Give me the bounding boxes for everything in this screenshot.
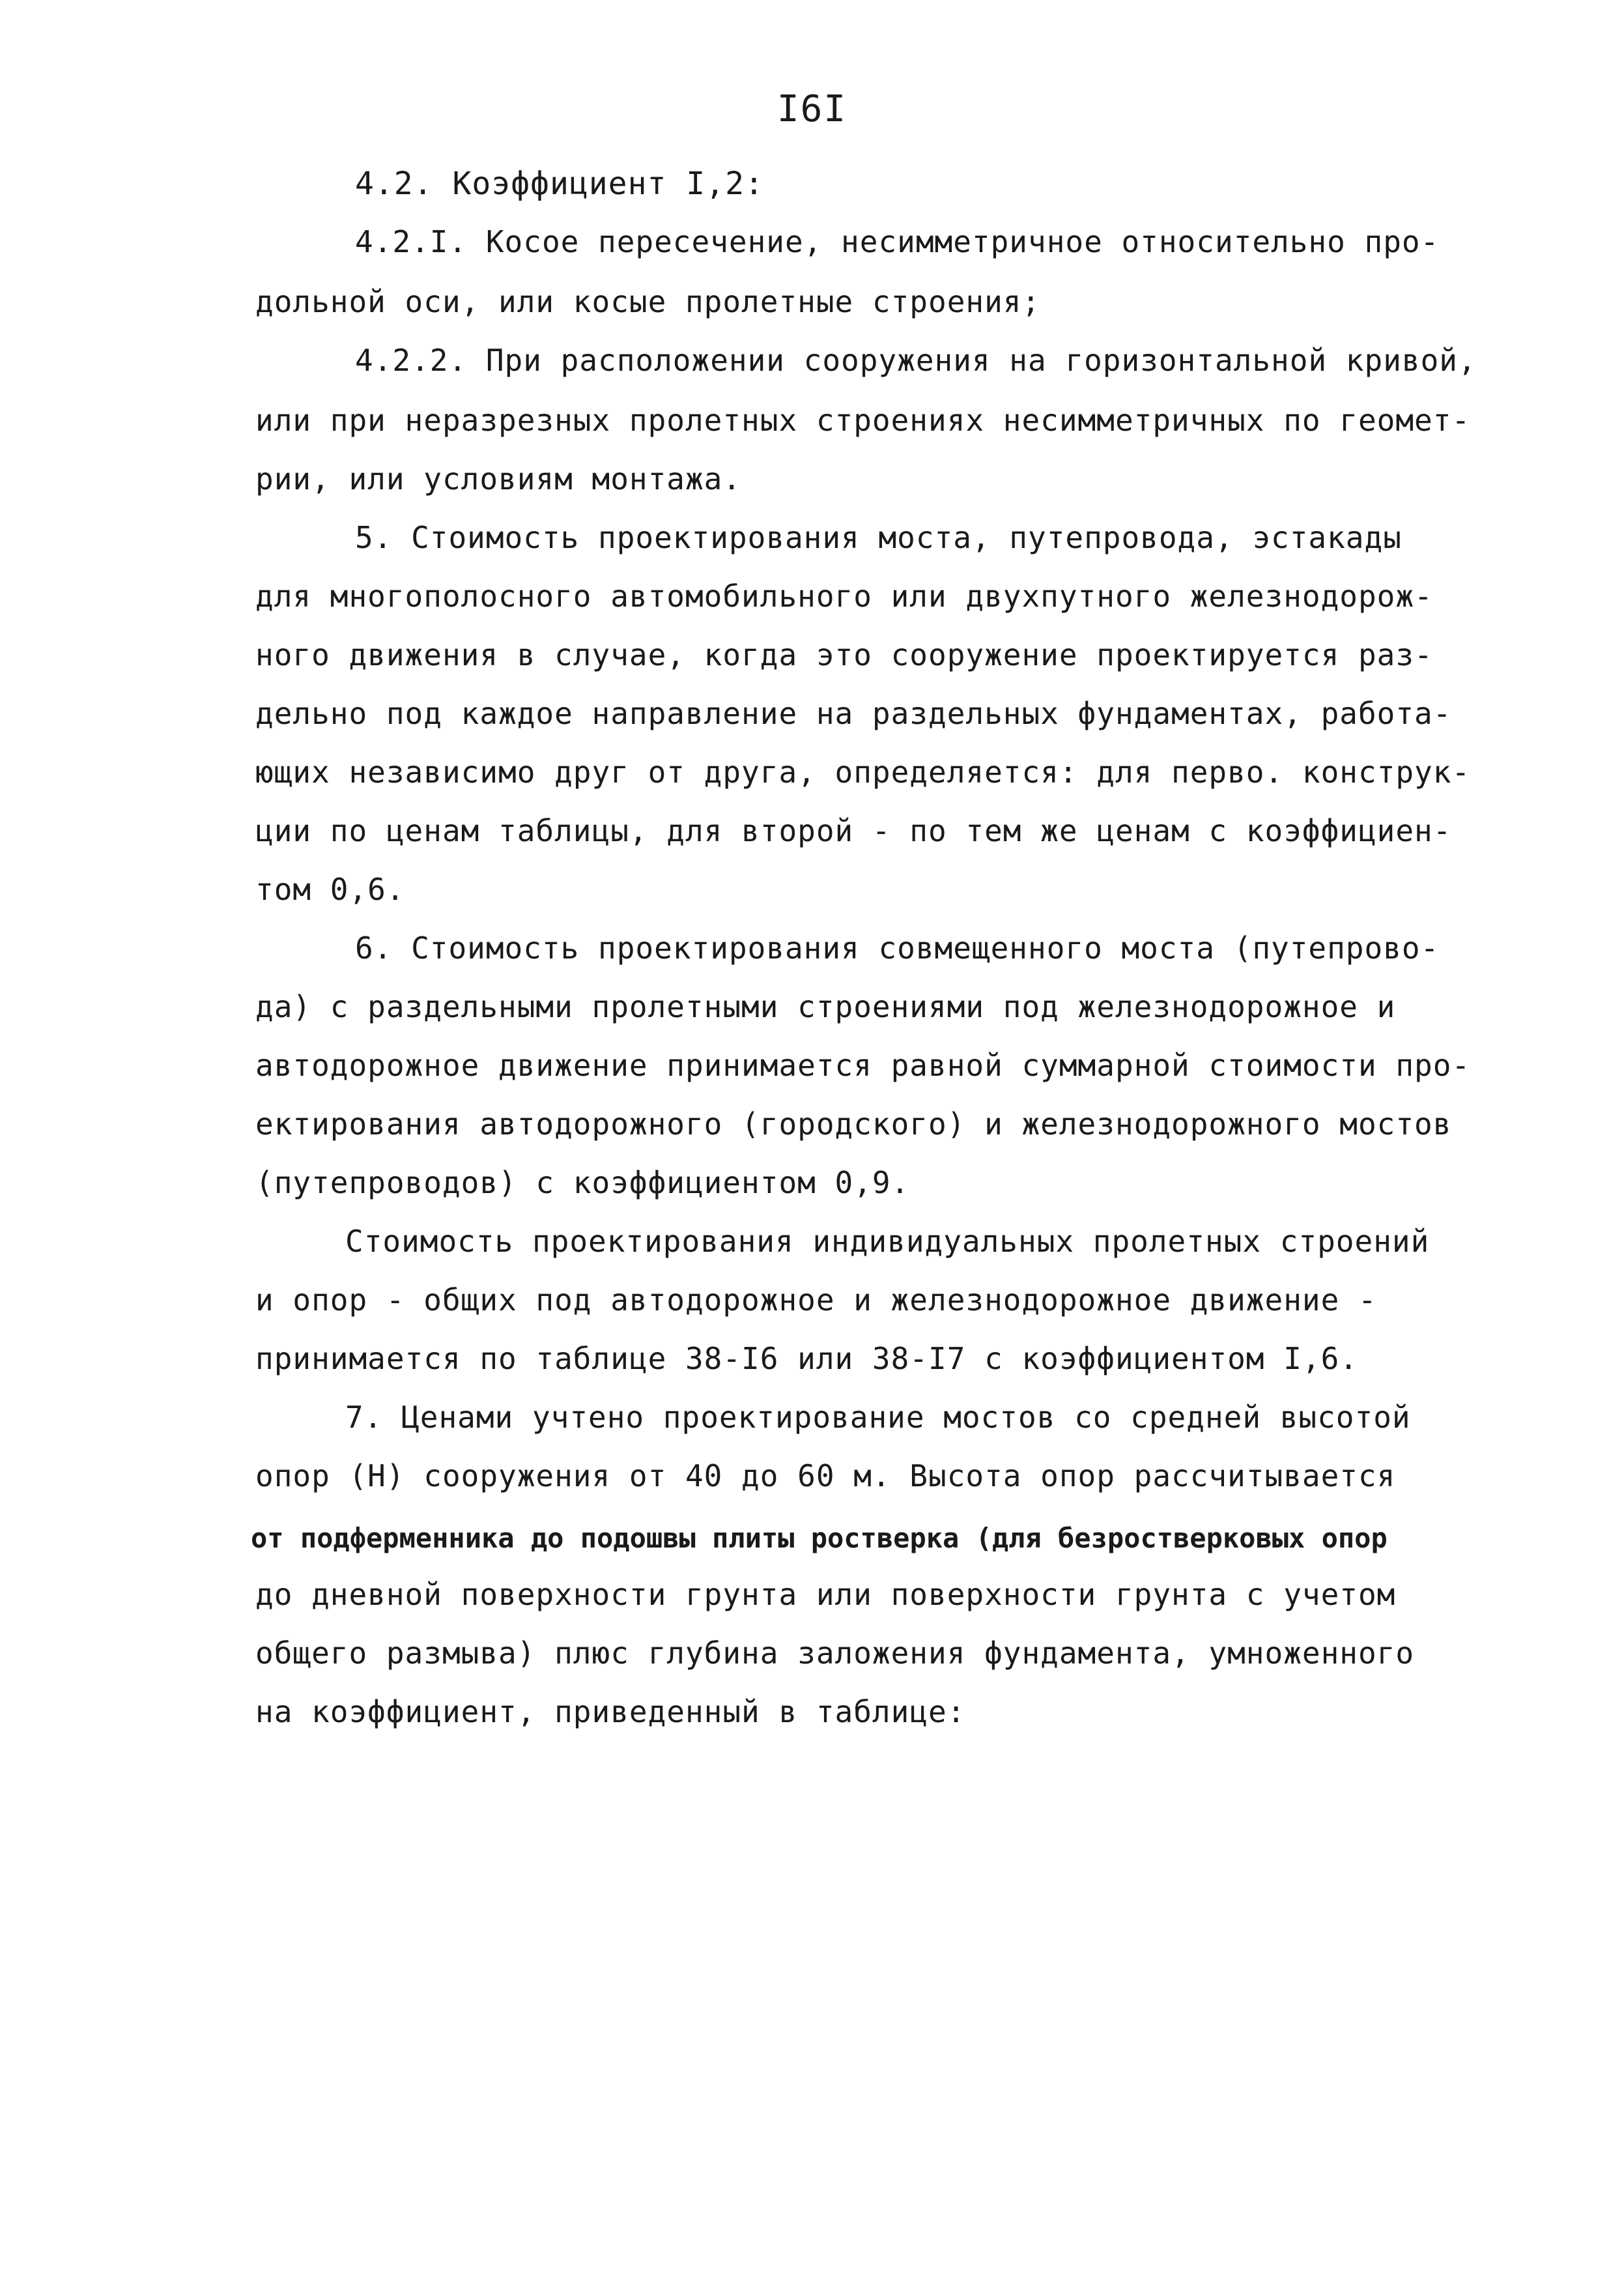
- text-line-15: да) с раздельными пролетными строениями под железнодорожное и: [255, 989, 1396, 1024]
- text-line-20: и опор - общих под автодорожное и железнодорожное движение -: [255, 1282, 1377, 1318]
- text-line-07: 5. Стоимость проектирования моста, путепровода, эстакады: [355, 520, 1402, 555]
- text-line-01: 4.2. Коэффициент I,2:: [355, 166, 764, 202]
- text-line-03: дольной оси, или косые пролетные строения;: [255, 284, 1041, 319]
- text-line-21: принимается по таблице 38-I6 или 38-I7 с коэффициентом I,6.: [255, 1341, 1358, 1376]
- text-line-26: общего размыва) плюс глубина заложения фундамента, умноженного: [255, 1635, 1415, 1671]
- text-line-09: ного движения в случае, когда это сооружение проектируется раз-: [255, 637, 1433, 672]
- text-line-22: 7. Ценами учтено проектирование мостов со средней высотой: [345, 1400, 1411, 1435]
- text-line-14: 6. Стоимость проектирования совмещенного моста (путепрово-: [355, 930, 1440, 966]
- text-line-11: ющих независимо друг от друга, определяется: для перво. конструк-: [255, 755, 1471, 790]
- text-line-18: (путепроводов) с коэффициентом 0,9.: [255, 1165, 910, 1200]
- text-line-19: Стоимость проектирования индивидуальных пролетных строений: [345, 1224, 1430, 1259]
- text-line-17: ектирования автодорожного (городского) и железнодорожного мостов: [255, 1106, 1452, 1142]
- text-line-04: 4.2.2. При расположении сооружения на горизонтальной кривой,: [355, 343, 1477, 378]
- text-line-23: опор (Н) сооружения от 40 до 60 м. Высота опор рассчитывается: [255, 1458, 1396, 1493]
- text-line-06: рии, или условиям монтажа.: [255, 461, 742, 497]
- text-line-27: на коэффициент, приведенный в таблице:: [255, 1694, 966, 1729]
- text-line-05: или при неразрезных пролетных строениях несимметричных по геомет-: [255, 403, 1471, 438]
- text-line-25: до дневной поверхности грунта или поверхности грунта с учетом: [255, 1577, 1396, 1612]
- text-line-10: дельно под каждое направление на раздельных фундаментах, работа-: [255, 696, 1452, 731]
- text-line-13: том 0,6.: [255, 872, 405, 907]
- page-number: I6I: [776, 88, 848, 130]
- text-line-16: автодорожное движение принимается равной суммарной стоимости про-: [255, 1048, 1471, 1083]
- text-line-02: 4.2.I. Косое пересечение, несимметричное относительно про-: [355, 224, 1440, 259]
- text-line-08: для многополосного автомобильного или двухпутного железнодорож-: [255, 579, 1433, 614]
- text-line-12: ции по ценам таблицы, для второй - по тем же ценам с коэффициен-: [255, 813, 1452, 848]
- text-line-24: от подферменника до подошвы плиты ростверка (для безростверковых опор: [251, 1522, 1388, 1554]
